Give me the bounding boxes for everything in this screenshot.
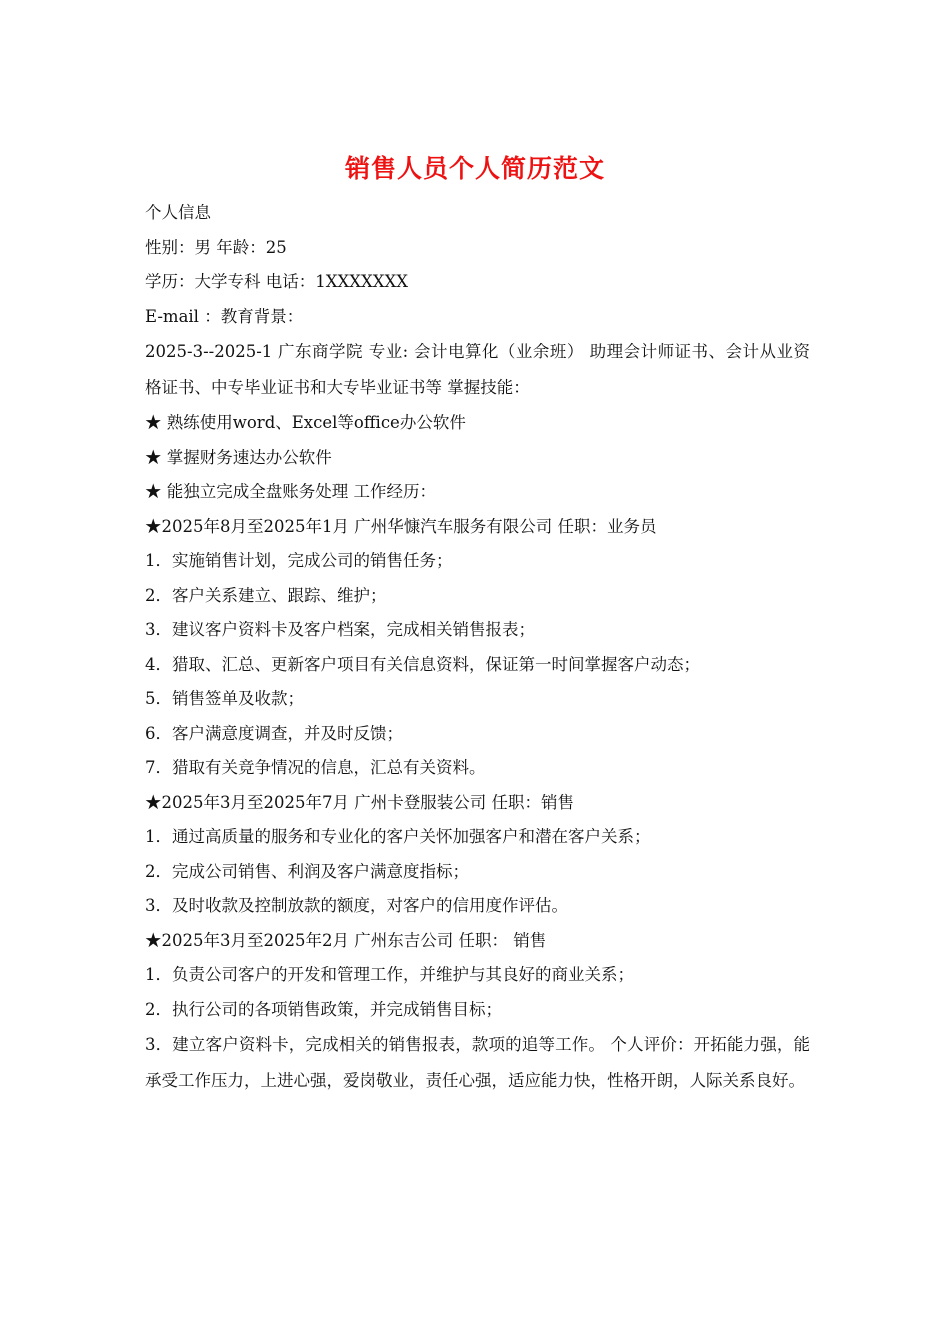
resume-body [145, 196, 810, 1099]
skill-item: ★ 能独立完成全盘账务处理 工作经历： [145, 482, 436, 501]
job-duty-item: 4．猎取、汇总、更新客户项目有关信息资料，保证第一时间掌握客户动态； [145, 654, 700, 674]
job-duty-item: 1．负责公司客户的开发和管理工作，并维护与其良好的商业关系； [145, 965, 634, 984]
gender-age-line: 性别：男 年龄：25 [145, 237, 287, 257]
job-duty-item: 1．通过高质量的服务和专业化的客户关怀加强客户和潜在客户关系； [145, 827, 651, 846]
job-duty-item: 1．实施销售计划，完成公司的销售任务； [145, 551, 453, 570]
job-duty-item: 2．客户关系建立、跟踪、维护； [145, 585, 387, 605]
job-duty-item: 3．及时收款及控制放款的额度，对客户的信用度作评估。 [145, 896, 568, 915]
job-heading: ★2025年3月至2025年2月 广州东吉公司 任职： 销售 [145, 930, 547, 950]
job-duty-item: 6．客户满意度调查，并及时反馈； [145, 723, 403, 743]
self-evaluation-paragraph: 3．建立客户资料卡，完成相关的销售报表，款项的追等工作。 个人评价：开拓能力强，能承受工作压力，上进心强，爱岗敬业，责任心强，适应能力快，性格开朗，人际关系良好。 [145, 1035, 810, 1090]
job-duty-item: 2．完成公司销售、利润及客户满意度指标； [145, 861, 469, 881]
skill-item: ★ 熟练使用word、Excel等office办公软件 [145, 413, 466, 432]
education-detail-paragraph: 2025-3--2025-1 广东商学院 专业: 会计电算化（业余班） 助理会计师证书、会计从业资格证书、中专毕业证书和大专毕业证书等 掌握技能： [145, 342, 810, 397]
page-title: 销售人员个人简历范文 [344, 154, 605, 183]
job-heading: ★2025年8月至2025年1月 广州华慷汽车服务有限公司 任职：业务员 [145, 516, 657, 536]
skill-item: ★ 掌握财务速达办公软件 [145, 447, 332, 467]
education-phone-line: 学历：大学专科 电话：1XXXXXXX [145, 272, 408, 291]
section-personal-info: 个人信息 [145, 203, 211, 222]
job-duty-item: 7．猎取有关竞争情况的信息，汇总有关资料。 [145, 758, 486, 777]
job-heading: ★2025年3月至2025年7月 广州卡登服装公司 任职：销售 [145, 792, 574, 812]
email-line: E-mail ：教育背景： [145, 306, 304, 326]
job-duty-item: 5．销售签单及收款； [145, 689, 304, 708]
job-duty-item: 3．建议客户资料卡及客户档案，完成相关销售报表； [145, 620, 535, 639]
job-duty-item: 2．执行公司的各项销售政策，并完成销售目标； [145, 999, 502, 1019]
